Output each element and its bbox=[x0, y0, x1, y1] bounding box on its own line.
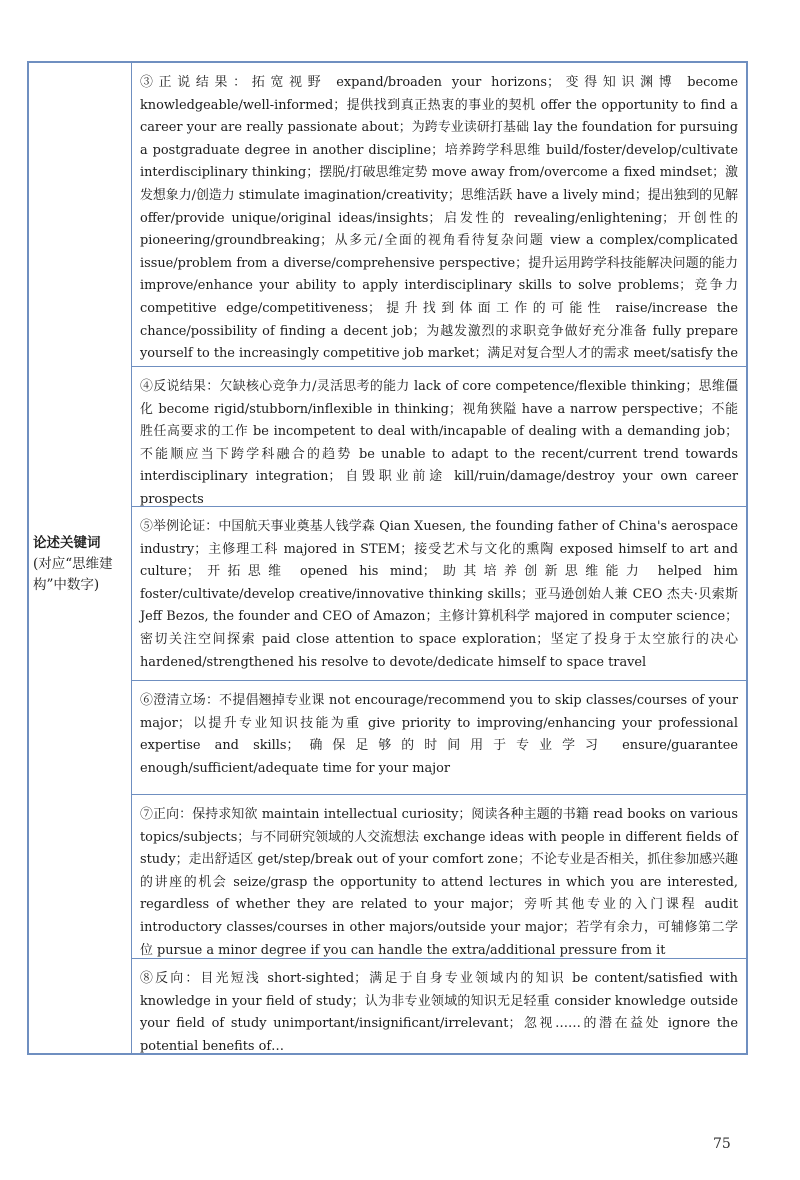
keyword-cell-positive-results: ③正说结果：拓宽视野 expand/broaden your horizons；变得知识渊博 become knowledgeable/well-informed；提供找到真正热衷的事业的契机 offer the opportunity to find a career your are really passionate about；为跨专业读研打基础 lay the foundation for pursuing a postgraduate degree in another discipline；培养跨学科思维 build/foster/develop/cultivate interdisciplinary thinking；摆脱/打破思维定势 move away from/overcome a fixed mindset；激发想象力/创造力 stimulate imagination/creativity；思维活跃 have a lively mind；提出独到的见解 offer/provide unique/original ideas/insights；启发性的 revealing/enlightening；开创性的 pioneering/groundbreaking；从多元/全面的视角看待复杂问题 view a complex/complicated issue/problem from a diverse/comprehensive perspective；提升运用跨学科技能解决问题的能力 improve/enhance your ability to apply interdisciplinary skills to solve problems；竞争力 competitive edge/competitiveness；提升找到体面工作的可能性 raise/increase the chance/possibility of finding a decent job；为越发激烈的求职竞争做好充分准备 fully prepare yourself to the increasingly competitive job market；满足对复合型人才的需求 meet/satisfy the bbox=[132, 63, 746, 367]
keyword-table bbox=[27, 61, 748, 1055]
keyword-cell-examples: ⑤举例论证：中国航天事业奠基人钱学森 Qian Xuesen, the founding father of China's aerospace industry；主修理工科 majored in STEM；接受艺术与文化的熏陶 exposed himself to art and culture；开拓思维 opened his mind；助其培养创新思维能力 helped him foster/cultivate/develop creative/innovative thinking skills；亚马逊创始人兼 CEO 杰夫·贝索斯 Jeff Bezos, the founder and CEO of Amazon；主修计算机科学 majored in computer science；密切关注空间探索 paid close attention to space exploration；坚定了投身于太空旅行的决心 hardened/strengthened his resolve to devote/dedicate himself to space travel bbox=[132, 507, 746, 681]
page-number: 75 bbox=[713, 1136, 731, 1152]
row-label bbox=[33, 533, 131, 596]
keyword-cell-clarify-position: ⑥澄清立场：不提倡翘掉专业课 not encourage/recommend you to skip classes/courses of your major；以提升专业知识技能为重 give priority to improving/enhancing your professional expertise and skills；确保足够的时间用于专业学习 ensure/guarantee enough/sufficient/adequate time for your major bbox=[132, 681, 746, 795]
label-column bbox=[29, 63, 132, 1053]
content-column bbox=[132, 63, 746, 1053]
keyword-cell-negative-direction: ⑧反向：目光短浅 short-sighted；满足于自身专业领域内的知识 be content/satisfied with knowledge in your field of study；认为非专业领域的知识无足轻重 consider knowledge outside your field of study unimportant/insignificant/irrelevant；忽视……的潜在益处 ignore the potential benefits of… bbox=[140, 971, 738, 1053]
row-label-subtitle: (对应“思维建构”中数字) bbox=[33, 556, 113, 593]
keyword-cell-positive-direction: ⑦正向：保持求知欲 maintain intellectual curiosity；阅读各种主题的书籍 read books on various topics/subjects；与不同研究领域的人交流想法 exchange ideas with people in different fields of study；走出舒适区 get/step/break out of your comfort zone；不论专业是否相关，抓住参加感兴趣的讲座的机会 seize/grasp the opportunity to attend lectures in which you are interested, regardless of whether they are related to your major；旁听其他专业的入门课程 audit introductory classes/courses in other majors/outside your major；若学有余力，可辅修第二学位 pursue a minor degree if you can handle the extra/additional pressure from it bbox=[132, 795, 746, 959]
row-label-title: 论述关键词 bbox=[33, 535, 101, 551]
keyword-cell-negative-results: ④反说结果：欠缺核心竞争力/灵活思考的能力 lack of core competence/flexible thinking；思维僵化 become rigid/stubborn/inflexible in thinking；视角狭隘 have a narrow perspective；不能胜任高要求的工作 be incompetent to deal with/incapable of dealing with a demanding job；不能顺应当下跨学科融合的趋势 be unable to adapt to the recent/current trend towards interdisciplinary integration；自毁职业前途 kill/ruin/damage/destroy your own career prospects bbox=[132, 367, 746, 507]
